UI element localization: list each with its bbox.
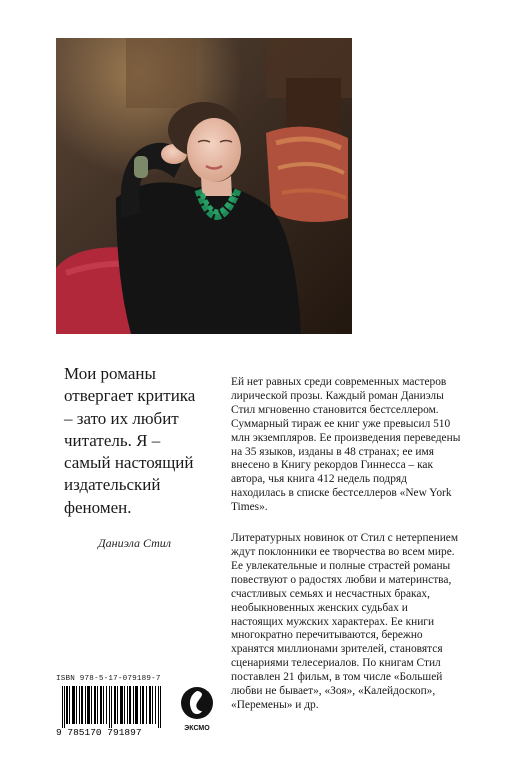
bio-paragraph-2: Литературных новинок от Стил с нетерпением ждут поклонники ее творчества во всем мире. Ее увлекательные и полные страстей романы повествуют о радостях любви и материнства, счастливых семьях и несчастных браках, необыкновенных женских судьбах и настоящих мужских характерах. Ее книги многократно перечитываются, бережно хранятся миллионами зрителей, становятся сценариями телесериалов. По книгам Стил поставлен 21 фильм, в том числе «Большей любви не бывает», «Зоя», «Калейдоскоп», «Перемены» и др.: [231, 532, 459, 711]
eksmo-logo: [178, 685, 216, 733]
quote-author: Даниэла Стил: [98, 536, 172, 550]
isbn-label: ISBN 978-5-17-079189-7: [56, 675, 161, 683]
author-biography: [231, 376, 461, 713]
barcode: [56, 686, 170, 736]
bio-paragraph-1: Ей нет равных среди современных мастеров лирической прозы. Каждый роман Даниэлы Стил мгновенно становится бестселлером. Суммарный тираж ее книг уже превысил 510 млн экземпляров. Ее произведения переведены на 35 языков, изданы в 48 странах; ее имя внесено в Книгу рекордов Гиннесса – как автора, чья книга 412 недель подряд находилась в списке бестселлеров «New York Times».: [231, 376, 461, 514]
author-photo: [56, 38, 352, 334]
author-quote: [64, 363, 204, 519]
author-portrait-image: [56, 38, 352, 334]
quote-text: Мои романы отвергает критика – зато их любит читатель. Я – самый настоящий издательский феномен.: [64, 364, 196, 517]
logo-text: ЭКСМО: [184, 725, 210, 732]
barcode-digits: 9 785170 791897: [56, 727, 142, 736]
